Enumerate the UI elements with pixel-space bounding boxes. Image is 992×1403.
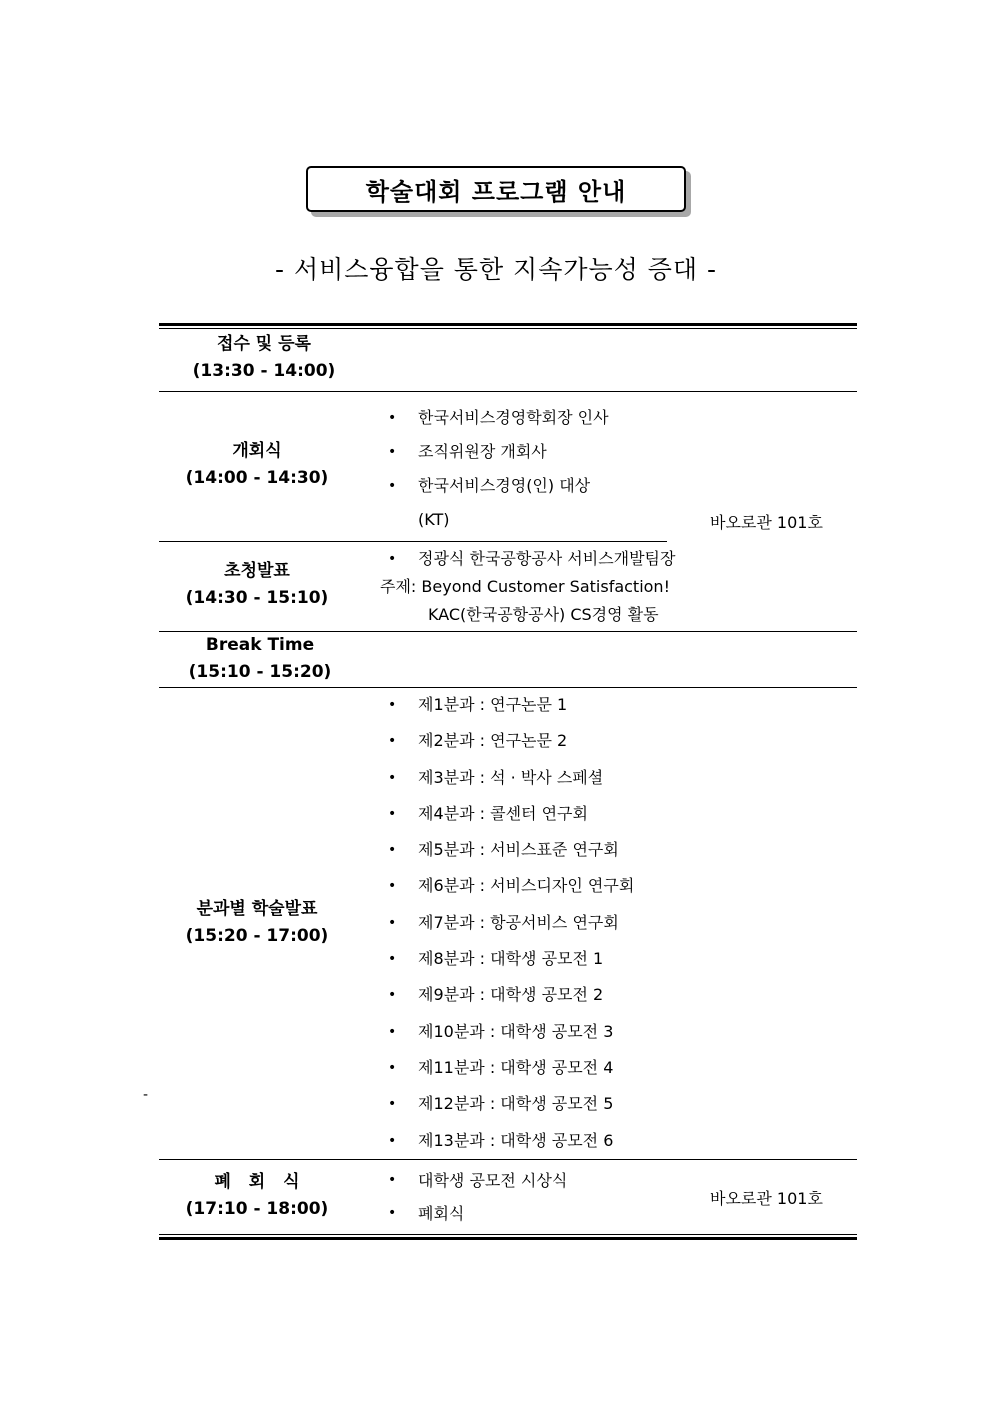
table-top-rule (159, 323, 857, 326)
opening-items (388, 401, 609, 537)
closing-time: (17:10 - 18:00) (185, 1199, 329, 1219)
invited-topic-line2: KAC(한국공항공사) CS경영 활동 (428, 605, 659, 624)
closing-cell (152, 1169, 362, 1223)
invited-label: 초청발표 (224, 561, 290, 581)
opening-extra: (KT) (418, 510, 450, 529)
invited-cell (152, 558, 362, 612)
list-item: • 대학생 공모전 시상식 (388, 1171, 568, 1190)
list-item: • 정광식 한국공항공사 서비스개발팀장 (388, 549, 676, 568)
location-main: 바오로관 101호 (710, 513, 823, 532)
list-item: • 제12분과 : 대학생 공모전 5 (388, 1094, 614, 1114)
list-item: • 제8분과 : 대학생 공모전 1 (388, 949, 604, 969)
page-subtitle: - 서비스융합을 통한 지속가능성 증대 - (274, 255, 718, 284)
list-item: • 한국서비스경영(인) 대상 (388, 476, 591, 495)
list-item: • 제2분과 : 연구논문 2 (388, 731, 568, 751)
sessions-label: 분과별 학술발표 (196, 899, 318, 919)
page-title: 학술대회 프로그램 안내 (306, 166, 686, 212)
list-item: • 제1분과 : 연구논문 1 (388, 695, 568, 714)
sessions-time: (15:20 - 17:00) (185, 926, 329, 946)
list-item: • 제7분과 : 항공서비스 연구회 (388, 912, 619, 932)
opening-cell (152, 438, 362, 492)
break-cell (155, 632, 365, 686)
registration-cell (159, 331, 369, 385)
list-item: • 제10분과 : 대학생 공모전 3 (388, 1021, 614, 1041)
margin-mark: - (143, 1087, 149, 1103)
registration-time: (13:30 - 14:00) (192, 361, 336, 381)
sessions-items (388, 687, 634, 1159)
opening-time: (14:00 - 14:30) (185, 468, 329, 488)
list-item: • 제6분과 : 서비스디자인 연구회 (388, 876, 635, 896)
list-item: • 제4분과 : 콜센터 연구회 (388, 803, 588, 823)
invited-topic: 주제: Beyond Customer Satisfaction! (380, 577, 670, 596)
list-item: • 폐회식 (388, 1204, 465, 1223)
list-item: • 제11분과 : 대학생 공모전 4 (388, 1057, 614, 1077)
list-item: • 제9분과 : 대학생 공모전 2 (388, 985, 604, 1005)
closing-items (388, 1164, 567, 1230)
registration-label: 접수 및 등록 (217, 334, 311, 354)
list-item: • 한국서비스경영학회장 인사 (388, 408, 609, 427)
row-divider (159, 1159, 857, 1160)
closing-location: 바오로관 101호 (710, 1189, 823, 1208)
opening-label: 개회식 (232, 441, 282, 461)
invited-items (380, 545, 675, 629)
table-top-rule-thin (159, 328, 857, 329)
list-item: • 조직위원장 개회사 (388, 442, 547, 461)
list-item: • 제3분과 : 석 · 박사 스페셜 (388, 767, 604, 787)
row-divider (159, 391, 857, 392)
break-label: Break Time (205, 635, 315, 655)
list-item: • 제5분과 : 서비스표준 연구회 (388, 840, 619, 860)
table-bottom-rule (159, 1237, 857, 1240)
row-divider-partial (159, 541, 667, 542)
list-item: • 제13분과 : 대학생 공모전 6 (388, 1130, 614, 1150)
sessions-cell (152, 896, 362, 950)
invited-time: (14:30 - 15:10) (185, 588, 329, 608)
closing-label: 폐 회 식 (214, 1172, 300, 1192)
break-time: (15:10 - 15:20) (188, 662, 332, 682)
table-bottom-rule-thin (159, 1234, 857, 1235)
